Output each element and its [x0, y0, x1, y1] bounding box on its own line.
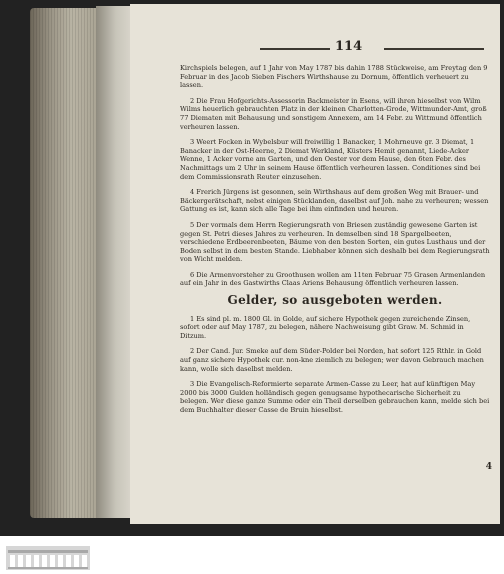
paragraph: 4 Frerich Jürgens ist gesonnen, sein Wirthshaus auf dem großen Weg mit Brauer- und Bäckergerätschaft, nebst einigen Stücklanden, daselbst auf Joh. nahe zu verheuren; wessen Gattung es ist, kann sich alle Tage bei ihm einfinden und heuren.: [180, 188, 489, 214]
library-building-logo: [6, 546, 90, 570]
paragraph: 6 Die Armenvorsteher zu Groothusen wollen am 11ten Februar 75 Grasen Armenlanden auf ein Jahr in des Gastwirths Claas Ariens Behausung öffentlich verheuren lassen.: [180, 270, 486, 288]
book-page-edges: [30, 8, 100, 518]
section-heading: Gelder, so ausgeboten werden.: [227, 293, 443, 308]
book-page: [130, 4, 500, 524]
page-content: [180, 64, 490, 422]
paragraph: 2 Der Cand. Jur. Smeke auf dem Süder-Polder bei Norden, hat sofort 125 Rthlr. in Gold auf ganz sichere Hypothek cur. non-kne ziemlich zu belegen; wer davon Gebrauch machen kann, wolle sich daselbst melden.: [180, 347, 484, 373]
paragraph: 2 Die Frau Hofgerichts-Assessorin Backmeister in Esens, will ihren hieselbst von Wilm Wilms heuerlich gebrauchten Platz in der kleinen Charlotten-Grode, Wittmunder-Amt, groß 77 Diematen mit Behausung und sonstigem Annexem, am 14 Febr. zu Wittmund öffentlich verheuren lassen.: [180, 96, 487, 131]
header-rule-right: [384, 48, 484, 50]
paragraph: 3 Weert Focken in Wybelsbur will freiwillig 1 Banacker, 1 Mohrneuve gr. 3 Diemat, 1 Banacker in der Ost-Heerne, 2 Diemat Werkland, Küsters Hemit genannt, Liede-Acker Wenne, 1 Acker vorne am Garten, und den Oester vor dem Hause, den 6ten Febr. des Nachmittags um 2 Uhr in seinem Hause öffentlich verheuren lassen. Conditiones sind bei dem Commissionsrath Reuter einzusehen.: [180, 138, 481, 181]
paragraph: Kirchspiels belegen, auf 1 Jahr von May 1787 bis dahin 1788 Stückweise, am Freytag den 9 Februar in des Jacob Sieben Fischers Wirthshause zu Dornum, öffentlich verheuert zu lassen.: [180, 64, 488, 90]
header-rule-left: [260, 48, 330, 50]
paragraph: 1 Es sind pl. m. 1800 Gl. in Golde, auf sichere Hypothek gegen zureichende Zinsen, sofort oder auf May 1787, zu belegen, nähere Nachweisung gibt Graw. M. Schmid in Ditzum.: [180, 314, 471, 340]
page-header: [130, 40, 500, 56]
paragraph: 3 Die Evangelisch-Reformierte separate Armen-Casse zu Leer, hat auf künftigen May 2000 bis 3000 Gulden holländisch gegen genugsame hypothecarische Sicherheit zu belegen. Wer diese ganze Summe oder ein Theil derselben gebrauchen kann, melde sich bei dem Buchhalter dieser Casse de Bruin hieselbst.: [180, 380, 490, 414]
paragraph: 5 Der vormals dem Herrn Regierungsrath von Briesen zuständig gewesene Garten ist gegen St. Petri dieses Jahres zu verheuren. In demselben sind 18 Spargelbeeten, verschiedene Erdbeerenbeeten, Bäume von den besten Sorten, ein gutes Lusthaus und der Boden selbst in dem besten Stande. Liebhaber können sich deshalb bei dem Regierungsrath von Wicht melden.: [180, 220, 490, 264]
margin-mark: 4: [485, 462, 492, 472]
page-number: 114: [335, 39, 363, 54]
